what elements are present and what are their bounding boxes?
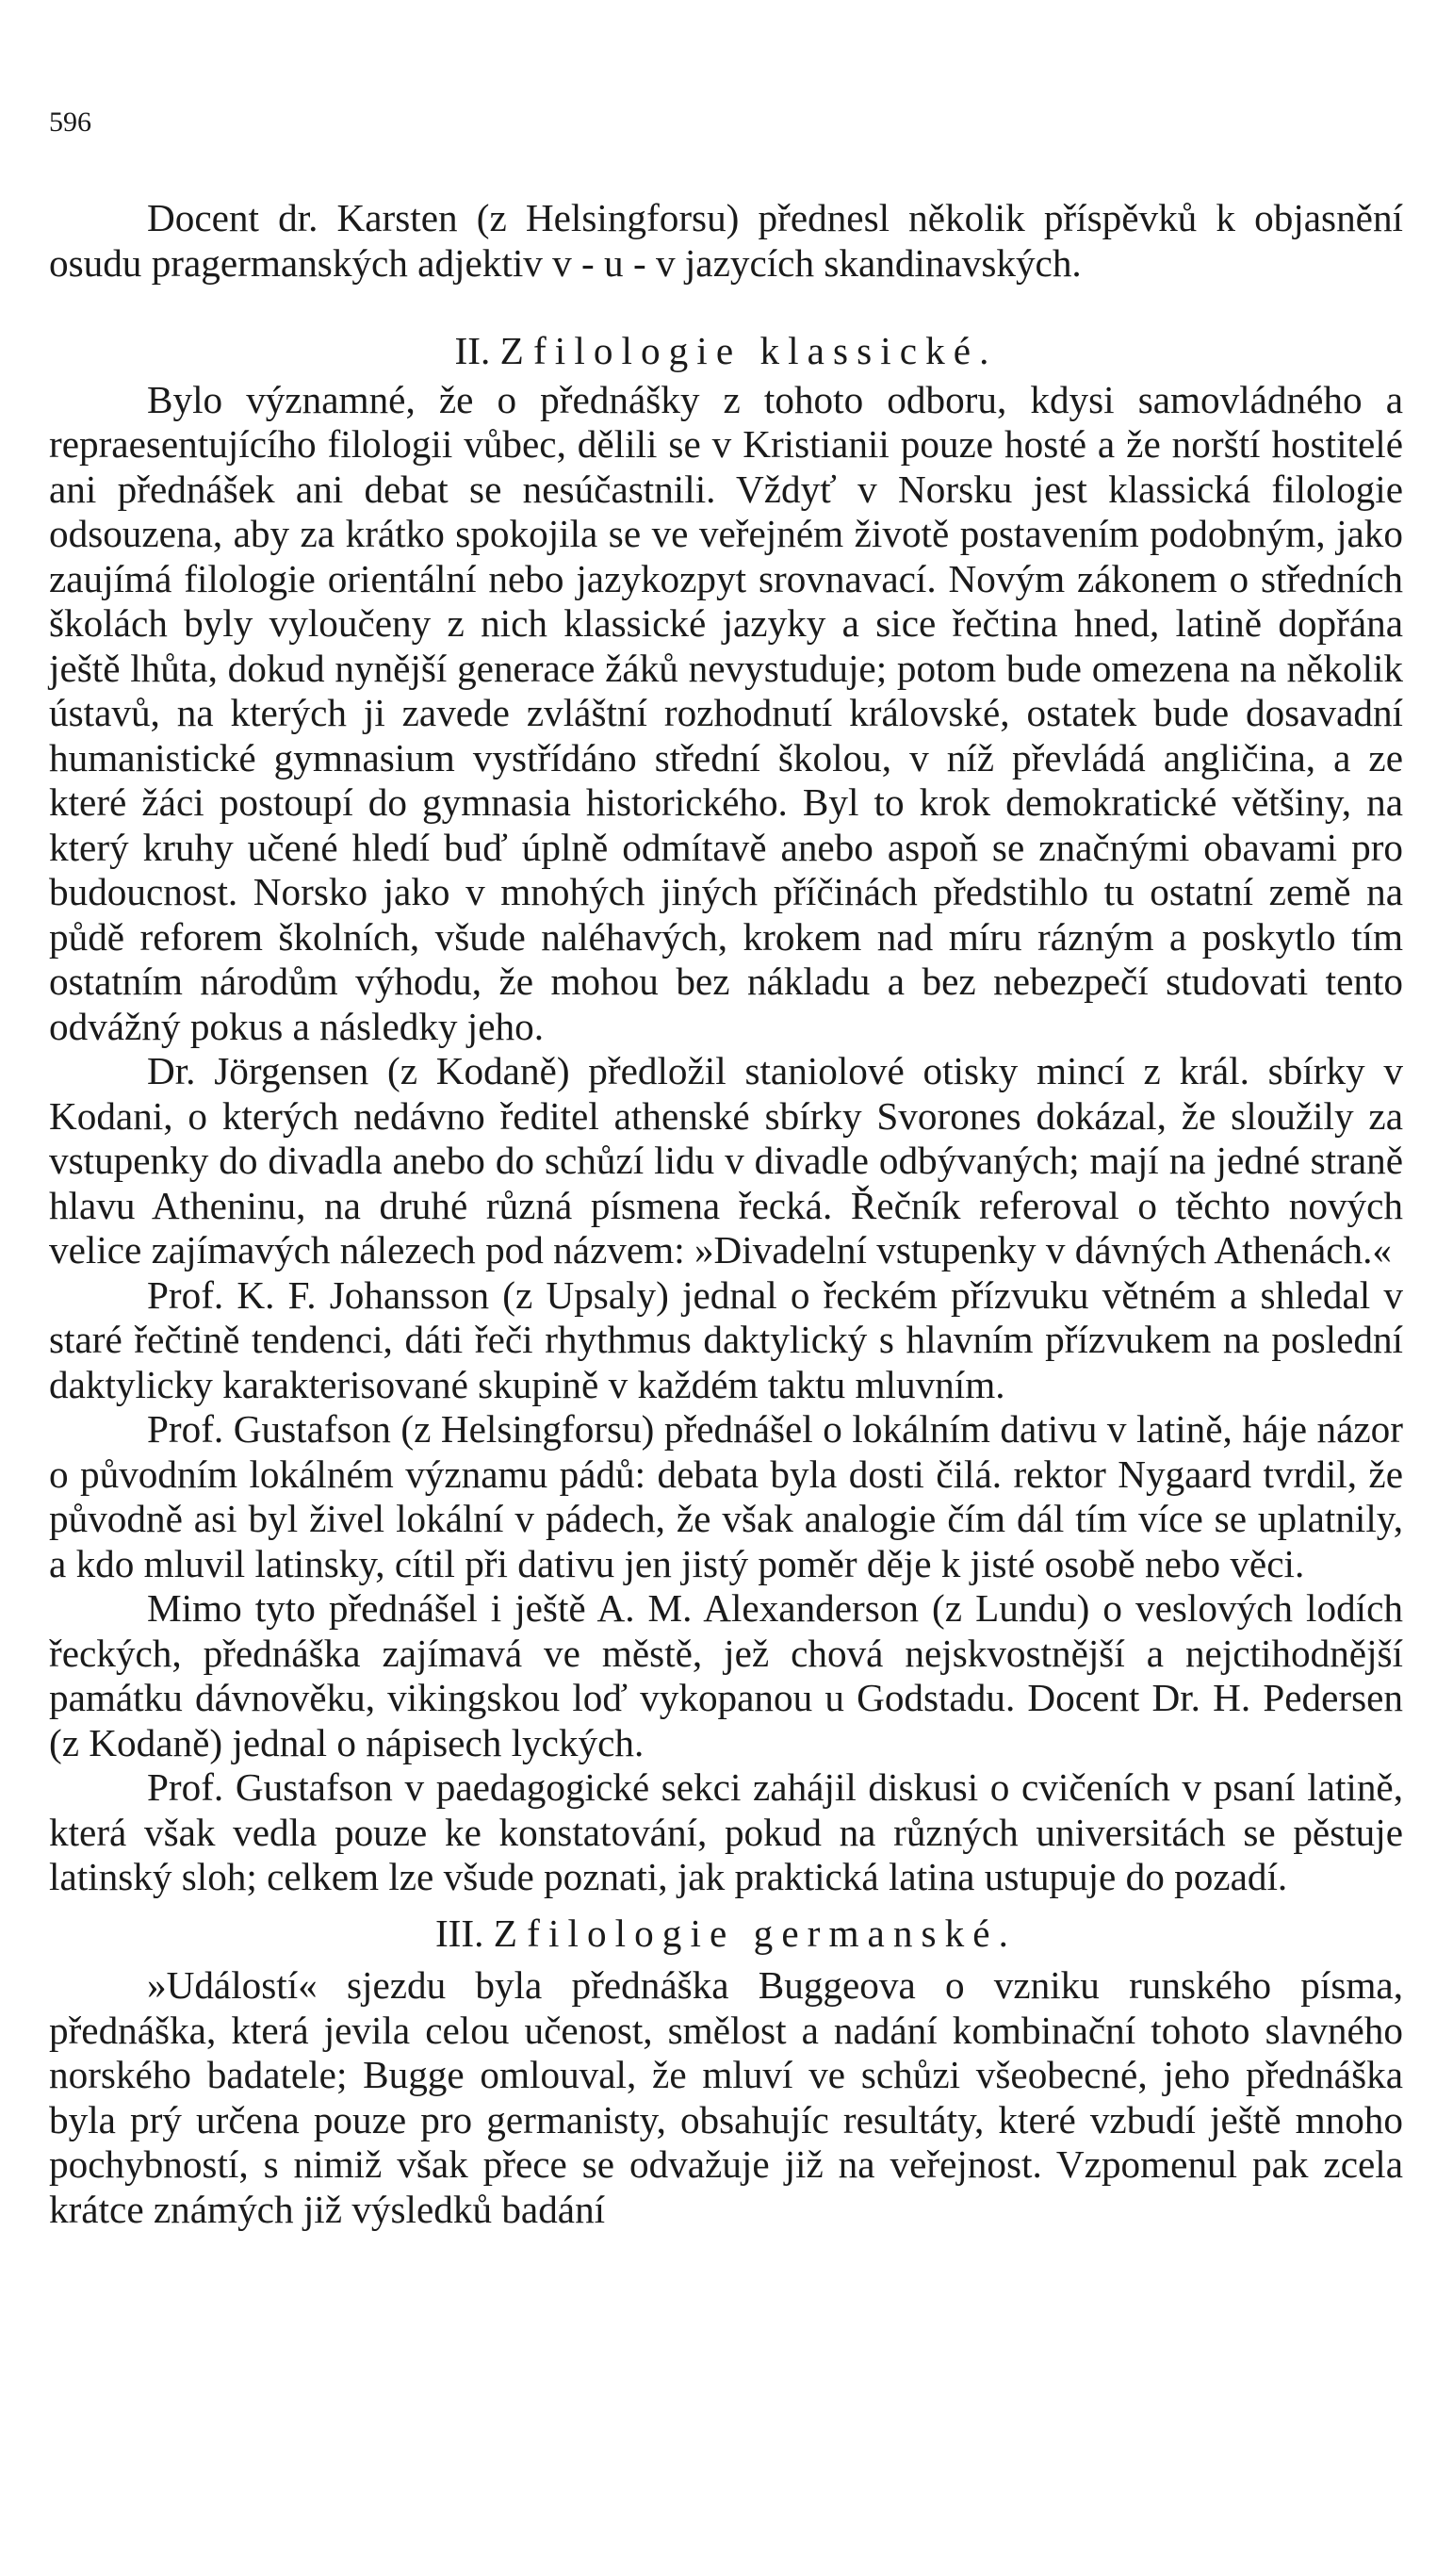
paragraph: Dr. Jörgensen (z Kodaně) předložil staniolové otisky mincí z král. sbírky v Kodani, o kterých nedávno ředitel athenské sbírky Svorones dokázal, že sloužily za vstupenky do divadla anebo do schůzí lidu v divadle odbývaných; mají na jedné straně hlavu Atheninu, na druhé různá písmena řecká. Řečník referoval o těchto nových velice zajímavých nálezech pod názvem: »Divadelní vstupenky v dávných Athenách.« [49, 1049, 1403, 1272]
text-column [49, 196, 1403, 2232]
section-heading-germanic [49, 1911, 1403, 1957]
paragraph: Bylo významné, že o přednášky z tohoto odboru, kdysi samovládného a repraesentujícího filologii vůbec, dělili se v Kristianii pouze hosté a že norští hostitelé ani přednášek ani debat se nesúčastnili. Vždyť v Norsku jest klassická filologie odsouzena, aby za krátko spokojila se ve veřejném životě postavením podobným, jako zaujímá filologie orientální nebo jazykozpyt srovnavací. Novým zákonem o středních školách byly vyloučeny z nich klassické jazyky a sice řečtina hned, latině dopřána ještě lhůta, dokud nynější generace žáků nevystuduje; potom bude omezena na několik ústavů, na kterých ji zavede zvláštní rozhodnutí královské, ostatek bude dosavadní humanistické gymnasium vystřídáno střední školou, v níž převládá angličina, a ze které žáci postoupí do gymnasia historického. Byl to krok demokratické většiny, na který kruhy učené hledí buď úplně odmítavě anebo aspoň se značnými obavami pro budoucnost. Norsko jako v mnohých jiných příčinách předstihlo tu ostatní země na půdě reforem školních, všude naléhavých, krokem nad míru rázným a poskytlo tím ostatním národům výhodu, že mohou bez nákladu a bez nebezpečí studovati tento odvážný pokus a následky jeho. [49, 377, 1403, 1048]
section-title: filologie germanské. [527, 1911, 1018, 1955]
paragraph: Prof. K. F. Johansson (z Upsaly) jednal o řeckém přízvuku větném a shledal v staré řečtině tendenci, dáti řeči rhythmus daktylický s hlavním přízvukem na poslední daktylicky karakterisované skupině v každém taktu mluvním. [49, 1272, 1403, 1406]
paragraph: Prof. Gustafson v paedagogické sekci zahájil diskusi o cvičeních v psaní latině, která však vedla pouze ke konstatování, pokud na různých universitách se pěstuje latinský sloh; celkem lze všude poznati, jak praktická latina ustupuje do pozadí. [49, 1765, 1403, 1898]
section-heading-classical [49, 329, 1403, 374]
paragraph: Mimo tyto přednášel i ještě A. M. Alexanderson (z Lundu) o veslových lodích řeckých, přednáška zajímavá ve městě, jež chová nejskvostnější a nejctihodnější památku dávnověku, vikingskou loď vykopanou u Godstadu. Docent Dr. H. Pedersen (z Kodaně) jednal o nápisech lyckých. [49, 1586, 1403, 1764]
intro-paragraph: Docent dr. Karsten (z Helsingforsu) přednesl několik příspěvků k objasnění osudu pragermanských adjektiv v - u - v jazycích skandinavských. [49, 196, 1403, 285]
section-title: filologie klassické. [533, 329, 998, 372]
page-number: 596 [49, 107, 91, 138]
paragraph: »Událostí« sjezdu byla přednáška Buggeova o vzniku runského písma, přednáška, která jevila celou učenost, smělost a nadání kombinační tohoto slavného norského badatele; Bugge omlouval, že mluví ve schůzi všeobecné, jeho přednáška byla prý určena pouze pro germanisty, obsahujíc resultáty, které vzbudí ještě mnoho pochybností, s nimiž však přece se odvažuje již na veřejnost. Vzpomenul pak zcela krátce známých již výsledků badání [49, 1963, 1403, 2231]
section-numeral: II. Z [454, 329, 524, 372]
section-numeral: III. Z [434, 1911, 517, 1955]
paragraph: Prof. Gustafson (z Helsingforsu) přednášel o lokálním dativu v latině, háje názor o původním lokálném významu pádů: debata byla dosti čilá. rektor Nygaard tvrdil, že původně asi byl živel lokální v pádech, že však analogie čím dál tím více se uplatnily, a kdo mluvil latinsky, cítil při dativu jen jistý poměr děje k jisté osobě nebo věci. [49, 1407, 1403, 1585]
